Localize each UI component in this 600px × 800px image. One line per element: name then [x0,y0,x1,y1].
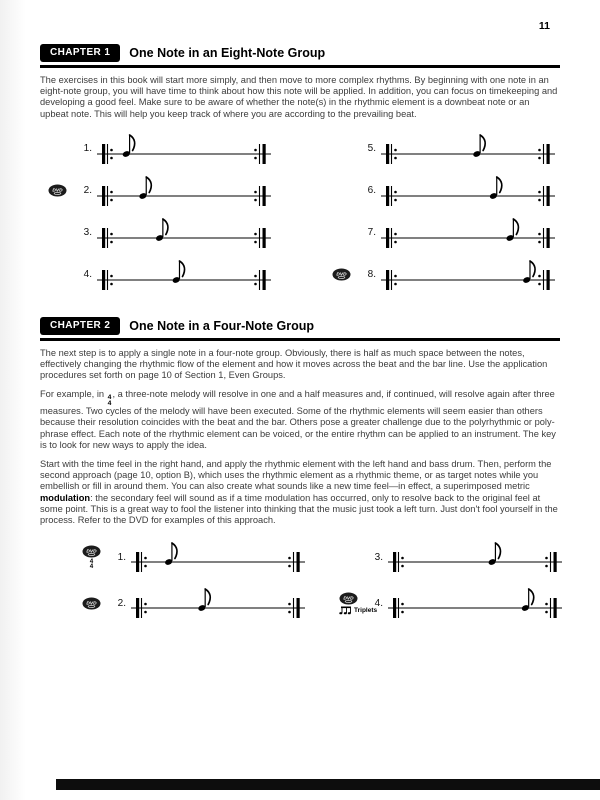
exercise-number: 4. [374,597,383,609]
staff-notation [381,130,555,168]
exercise-row [332,170,560,212]
exercise-row [48,128,276,170]
chapter-2-badge: CHAPTER 2 [40,317,120,335]
time-signature: 4 4 [107,394,112,407]
dvd-icon [48,184,67,197]
dvd-slot [332,268,358,281]
staff-notation [388,538,562,576]
staff-notation [97,130,271,168]
chapter-1-paragraphs [40,75,560,120]
exercise-number: 2. [83,185,92,197]
paragraph: The exercises in this book will start more simply, and then move to more complex rhythms. By beginning with one note in an eight-note group, you will have time to think about how this note will be applied. In addition, you can focus on timekeeping and developing a good feel. Make sure to be aware of whether the note(s) in the rhythmic element is a downbeat note or an upbeat note. This will help you keep track of where you are according to the prevailing beat. [40,75,558,119]
dvd-slot [82,545,108,569]
dvd-icon [82,545,101,558]
staff-notation [131,584,305,622]
exercise-staff [97,214,271,252]
triplet-icon [339,606,352,615]
exercise-number: 8. [367,269,376,281]
staff-notation [381,172,555,210]
exercise-staff [381,256,555,294]
chapter-2-heading [40,317,560,341]
exercise-number: 3. [83,227,92,239]
svg-text:DVD: DVD [52,188,63,194]
exercise-number: 2. [117,597,126,609]
staff-notation [388,584,562,622]
footer-bar [56,779,600,790]
dvd-slot [82,597,108,610]
chapter-1-badge: CHAPTER 1 [40,44,120,62]
exercise-number: 7. [367,227,376,239]
chapter-2-paragraphs [40,348,560,526]
paragraph: Start with the time feel in the right hand, and apply the rhythmic element with the left hand and bass drum. Then, perform the second approach (page 10, option B), which uses the rhythmic element as a rhythmic theme, or as target notes while you embellish or fill in around them. You can also create what sounds like a new time feel—in effect, a superimposed metric modulation: the secondary feel will sound as if a time modulation has occurred, only to resolve back to the original feel at some point. This is a great way to fool the listener into thinking that the music just took a left turn. Just don't fool yourself in the process. Refer to the DVD for examples of this approach. [40,459,558,526]
paragraph: For example, in 4 4 , a three-note melody will resolve in one and a half measures and, if continued, will resolve again after three measures. Two cycles of the melody will have been executed. Some of the rhythmic elements will seem easier than others because their resolution coincides with the beat and the bar. Others pose a greater challenge due to the polyrhythmic or poly-phrase effect. Each note of the rhythmic element can be voiced, or the entire rhythm can be applied to an instrument. The key is to look for new ways to apply the idea. [40,389,556,450]
staff-notation [97,256,271,294]
exercise-staff [381,130,555,168]
exercise-row [332,212,560,254]
exercise-staff [381,214,555,252]
chapter-1-exercises [48,128,560,296]
chapter-1-heading [40,44,560,68]
dvd-icon [332,268,351,281]
staff-notation [381,256,555,294]
staff-notation [131,538,305,576]
chapter-2-exercises [82,534,560,626]
svg-text:DVD: DVD [86,601,97,607]
exercise-row [332,128,560,170]
exercise-staff [97,172,271,210]
exercise-row [332,254,560,296]
svg-text:DVD: DVD [343,596,354,602]
exercise-row [48,212,276,254]
exercise-number: 1. [117,551,126,563]
exercise-row [48,170,276,212]
bold-term: modulation [40,492,91,503]
svg-text:DVD: DVD [86,549,97,555]
exercise-staff [131,584,305,622]
exercise-staff [131,538,305,576]
exercise-row [48,254,276,296]
exercise-staff [388,584,562,622]
exercise-number: 1. [83,143,92,155]
staff-notation [97,214,271,252]
exercise-number: 3. [374,551,383,563]
exercise-staff [97,130,271,168]
dvd-slot [339,592,378,615]
dvd-icon [339,592,358,605]
page-number: 11 [538,20,550,32]
exercise-row [339,534,562,580]
exercise-number: 4. [83,269,92,281]
exercise-number: 5. [367,143,376,155]
chapter-2-section [40,317,560,626]
exercise-row [82,534,305,580]
exercise-row [82,580,305,626]
exercise-number: 6. [367,185,376,197]
exercise-staff [388,538,562,576]
exercise-row [339,580,562,626]
dvd-icon [82,597,101,610]
staff-notation [97,172,271,210]
dvd-slot [48,184,74,197]
staff-notation [381,214,555,252]
exercise-staff [381,172,555,210]
time-signature: 4 4 [89,558,94,571]
chapter-2-title: One Note in a Four-Note Group [129,318,314,333]
chapter-1-title: One Note in an Eight-Note Group [129,46,326,60]
exercise-staff [97,256,271,294]
paragraph: The next step is to apply a single note in a four-note group. Obviously, there is half as much space between the notes, effectively changing the rhythmic flow of the element and how it moves across the beat and the bar line. Use the application procedures set forth on page 10 of Section 1, Even Groups. [40,347,548,381]
chapter-1-section [40,44,560,296]
svg-text:DVD: DVD [336,272,347,278]
triplets-label: Triplets [339,606,377,615]
